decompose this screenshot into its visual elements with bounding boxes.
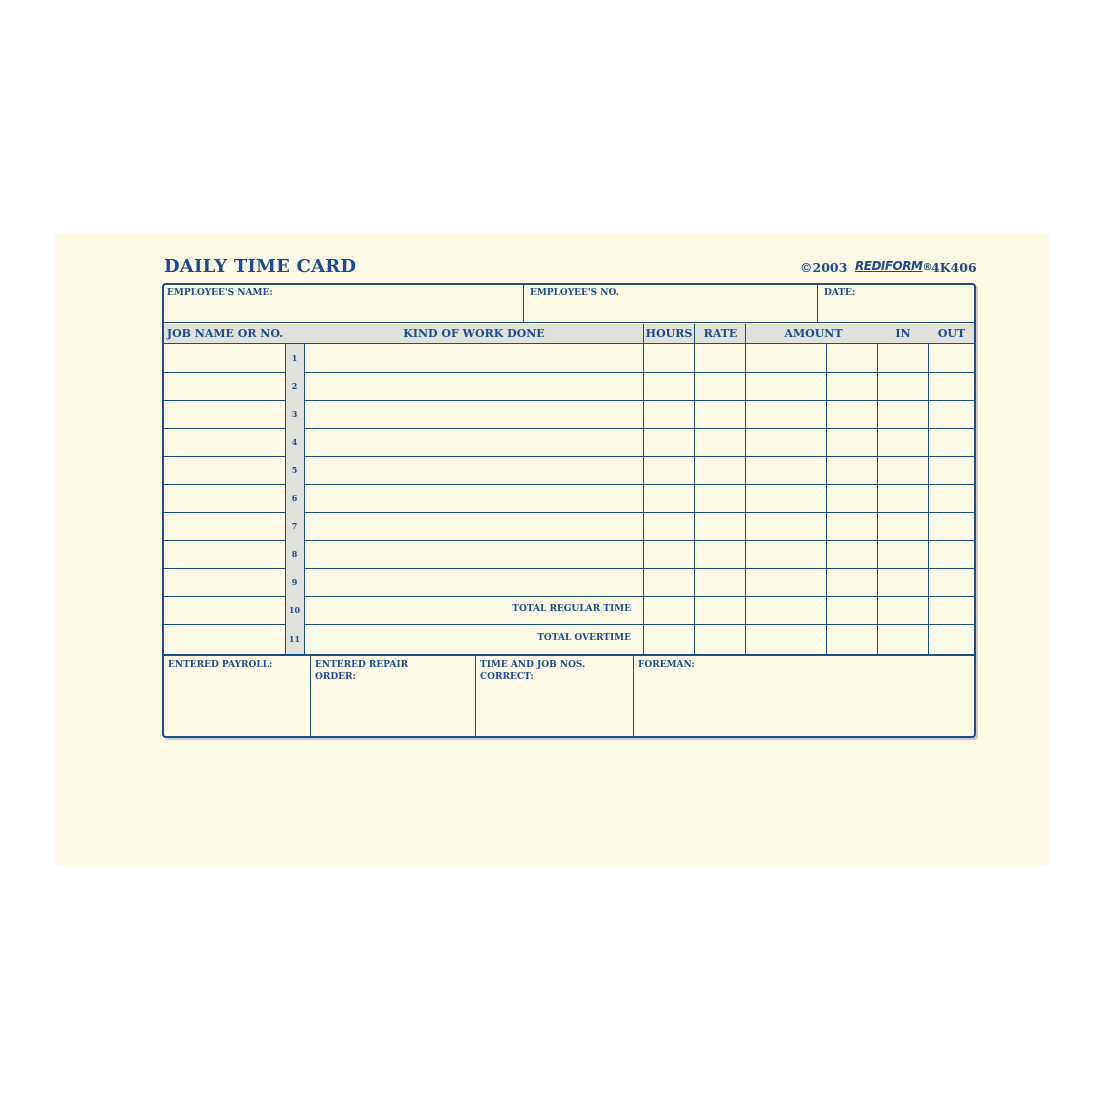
divider xyxy=(643,324,644,655)
line-number: 7 xyxy=(291,521,298,531)
entered-repair-label-line2: ORDER: xyxy=(315,672,356,682)
form-number: 4K406 xyxy=(931,260,977,275)
divider xyxy=(928,344,929,655)
row-line xyxy=(304,484,974,485)
divider xyxy=(877,344,878,655)
row-line xyxy=(304,596,974,597)
col-header-hours: HOURS xyxy=(645,327,693,340)
registered-mark: ® xyxy=(922,262,932,273)
row-line xyxy=(164,512,285,513)
row-line xyxy=(304,456,974,457)
row-line xyxy=(164,400,285,401)
entered-repair-label: ENTERED REPAIR xyxy=(315,660,409,670)
divider xyxy=(475,656,476,736)
form-title: DAILY TIME CARD xyxy=(164,256,357,277)
copyright-text: ©2003 xyxy=(800,260,848,275)
row-line xyxy=(164,428,285,429)
row-line xyxy=(164,540,285,541)
line-number: 10 xyxy=(288,605,301,615)
col-header-out: OUT xyxy=(937,327,966,340)
time-job-label: TIME AND JOB NOS. xyxy=(480,660,586,670)
divider xyxy=(304,344,305,655)
row-line xyxy=(304,540,974,541)
row-line xyxy=(304,512,974,513)
divider xyxy=(633,656,634,736)
time-card-table xyxy=(162,283,976,738)
row-line xyxy=(304,372,974,373)
line-number: 3 xyxy=(291,409,298,419)
row-line xyxy=(164,372,285,373)
total-regular-time-label: TOTAL REGULAR TIME xyxy=(512,604,631,614)
divider xyxy=(745,324,746,655)
row-line xyxy=(304,400,974,401)
divider xyxy=(164,322,974,323)
time-job-label-line2: CORRECT: xyxy=(480,672,534,682)
col-header-rate: RATE xyxy=(703,327,738,340)
divider xyxy=(826,344,827,655)
divider xyxy=(164,654,974,656)
col-header-in: IN xyxy=(895,327,911,340)
line-number: 4 xyxy=(291,437,298,447)
row-line xyxy=(164,624,285,625)
entered-payroll-label: ENTERED PAYROLL: xyxy=(168,660,273,670)
employee-name-label: EMPLOYEE'S NAME: xyxy=(167,288,273,298)
line-number: 1 xyxy=(291,353,298,363)
line-number: 11 xyxy=(288,634,301,644)
col-header-amount: AMOUNT xyxy=(784,327,843,340)
col-header-job: JOB NAME OR NO. xyxy=(166,327,284,340)
divider xyxy=(817,285,818,322)
brand-logo xyxy=(855,259,932,273)
col-header-kind: KIND OF WORK DONE xyxy=(403,327,545,340)
line-number: 9 xyxy=(291,577,298,587)
line-number: 8 xyxy=(291,549,298,559)
row-line xyxy=(304,624,974,625)
row-line xyxy=(304,428,974,429)
row-line xyxy=(164,596,285,597)
row-line xyxy=(304,568,974,569)
line-number: 2 xyxy=(291,381,298,391)
total-overtime-label: TOTAL OVERTIME xyxy=(537,633,631,643)
row-line xyxy=(164,484,285,485)
date-label: DATE: xyxy=(824,288,856,298)
foreman-label: FOREMAN: xyxy=(638,660,695,670)
brand-name: REDIFORM xyxy=(855,259,923,273)
line-number: 5 xyxy=(291,465,298,475)
employee-no-label: EMPLOYEE'S NO. xyxy=(530,288,619,298)
divider xyxy=(310,656,311,736)
row-line xyxy=(164,568,285,569)
divider xyxy=(523,285,524,322)
divider xyxy=(694,324,695,655)
row-line xyxy=(164,456,285,457)
line-number: 6 xyxy=(291,493,298,503)
